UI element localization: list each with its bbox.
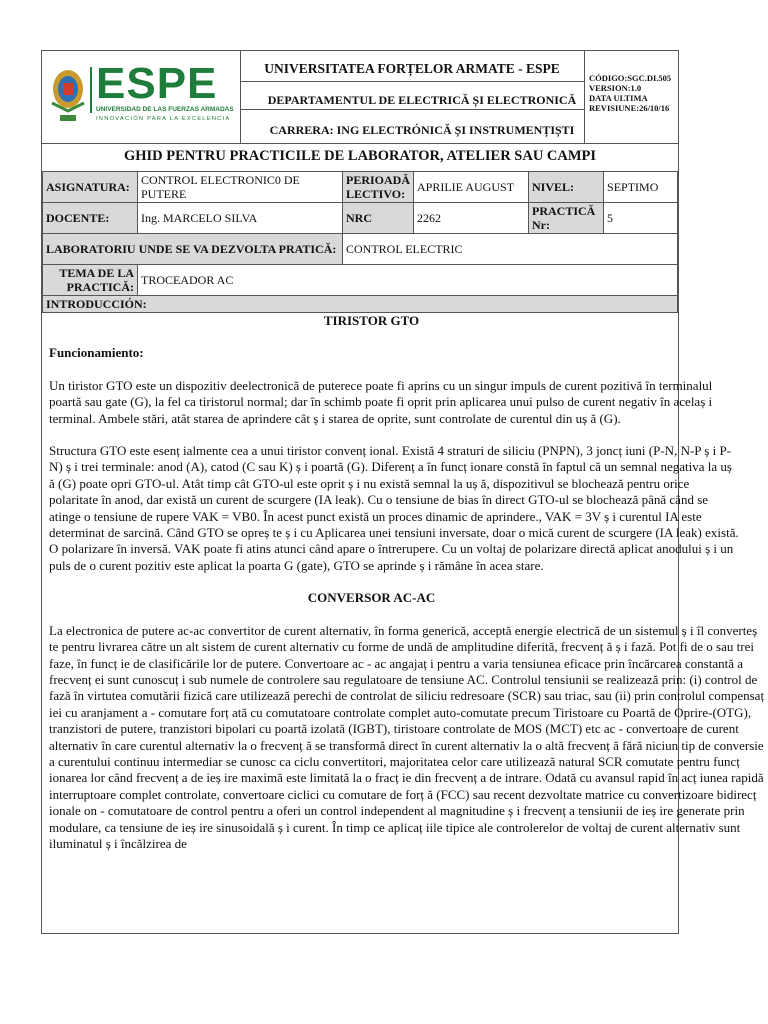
espe-logo xyxy=(46,59,236,131)
logo-brand: ESPE xyxy=(96,59,218,108)
university-name: UNIVERSITATEA FORȚELOR ARMATE - ESPE xyxy=(264,61,560,76)
docente-label: DOCENTE: xyxy=(43,203,138,234)
docente-value: Ing. MARCELO SILVA xyxy=(138,203,343,234)
nrc-value: 2262 xyxy=(414,203,529,234)
perioada-value: APRILIE AUGUST xyxy=(414,172,529,203)
logo-tagline-2: INNOVACIÓN PARA LA EXCELENCIA xyxy=(96,116,231,122)
paragraph-gto-structure: Structura GTO este esenț ialmente cea a unui tiristor convenț ional. Există 4 straturi de siliciu (PNPN), 3 joncț iuni (P-N, N-P ș i P-N) ș i trei terminale: anod (A), catod (C sau K) ș i poartă (G). Diferenț a în funcț ionare constă în faptul că un semnal negativa la uș ă (G) poate opri GTO-ul. Atât timp cât GTO-ul este oprit ș i nu există semnal la uș ă, dispozitivul se blochează pentru orice polaritate în anod, dar există un curent de scurgere (IA leak). Cu o tensiune de bias în direct GTO-ul se blochează până când se atinge o tensiune de rupere VAK = VB0. În acest punct există un proces dinamic de aprindere., VAK = 3V ș i curentul IA este determinat de sarcină. Când GTO se opreș te ș i cu Aplicarea unei tensiuni inversate, doar o mică curent de scurgere (IA leak) există. O polarizare în inversă. VAK poate fi atins atunci când apare o întrerupere. Cu un voltaj de polarizare directă aplicat anodului ș i un puls de o curent pozitiv este aplicat la poarta G (gate), GTO se aprinde ș i rămâne în acea stare. xyxy=(49,443,739,573)
document-version: VERSION:1.0 xyxy=(589,83,642,93)
paragraph-acac: La electronica de putere ac-ac convertitor de curent alternativ, în forma generică, acceptă energie electrică de un sistemul ș i îl converteș te pentru livrarea către un alt sistem de curent alternativ cu forme de undă de amplitudine diferită, frecvenț ă ș i fază. Pot fi de o sau trei faze, în funcț ie de clasificările lor de putere. Convertoare ac - ac angajaț i pentru a varia tensiunea eficace prin încărcarea constantă a frecvenț ei sunt cunoscuț i sub numele de controlere sau regulatoare de tensiune AC. Controlul tensiunii se realizează prin: (i) control de fază în virtutea comutării fizică care utilizează perechi de controlat de siliciu redresoare (SCR) sau triac, sau (ii) prin controlul compensaț iei cu aranjament a - comutare forț ată cu comutatoare controlate complet auto-comutate precum Tiristoare cu Poartă de Oprire-(OTG), tranzistori de putere, tranzistori bipolari cu poartă izolată (IGBT), tiristoare controlate de MOS (MCT) etc ac - convertoare de curent alternativ în care curentul alternativ la o frecvenț ă se transformă direct în curent alternativ la o altă frecvenț ă fără niciun tip de conversie a curentului continuu intermediar se cunosc ca ciclu convertitori, majoritatea celor care utilizează natural SCR comutate pentru funcț ionarea lor când frecvenț a de ieș ire maximă este limitată la o fracț ie din frecvenț a de intrare. Odată cu avansul rapid în acț iunea rapidă interruptoare complet controlate, convertoare ciclici cu comutare de forț ă (FCC) sau recent dezvoltate matrice cu convertizoare bidirecț ionale on - comutatoare de control pentru a oferi un control independent al magnitudine ș i frecvenț a tensiunii de ieș ire generate prin modulare, ca tensiune de ieș ire sinusoidală ș i curent. În timp ce aplicaț iile tipice ale controlerelor de voltaj de curent alternativ sunt iluminatul ș i încălzirea de xyxy=(49,622,765,851)
department-name: DEPARTAMENTUL DE ELECTRICĂ ȘI ELECTRONICĂ xyxy=(267,93,577,107)
asignatura-value: CONTROL ELECTRONIC0 DE PUTERE xyxy=(138,172,343,203)
practica-value: 5 xyxy=(604,203,678,234)
nrc-label: NRC xyxy=(343,203,414,234)
lab-value: CONTROL ELECTRIC xyxy=(343,234,678,265)
asignatura-label: ASIGNATURA: xyxy=(43,172,138,203)
document-date-label: DATA ULTIMA xyxy=(589,93,648,103)
document-body xyxy=(49,313,768,852)
paragraph-gto-intro: Un tiristor GTO este un dispozitiv deelectronică de puterece poate fi aprins cu un singur impuls de curent pozitivă în terminalul poartă sau gate (G), la fel ca tiristorul normal; dar în schimb poate fi oprit prin aplicarea unui pulso de curent negativ în acelaș i terminal. Ambele stări, atât starea de aprindere cât ș i starea de oprite, sunt controlate de curentul din uș ă (G). xyxy=(49,377,713,426)
course-info-table xyxy=(42,171,678,313)
section-title-gto: TIRISTOR GTO xyxy=(323,313,420,328)
document-page xyxy=(41,50,765,934)
perioada-label: PERIOADĂ LECTIVO: xyxy=(343,172,414,203)
document-code-box xyxy=(584,51,679,143)
practica-label: PRACTICĂ Nr: xyxy=(529,203,604,234)
nivel-label: NIVEL: xyxy=(529,172,604,203)
tema-value: TROCEADOR AC xyxy=(138,265,678,296)
lab-label: LABORATORIU UNDE SE VA DEZVOLTA PRATICĂ: xyxy=(43,234,343,265)
document-header xyxy=(42,51,678,144)
intro-label: INTRODUCCIÓN: xyxy=(43,296,678,313)
header-divider xyxy=(241,81,584,82)
tema-label: TEMA DE LA PRACTICĂ: xyxy=(43,265,138,296)
header-divider xyxy=(241,109,584,110)
section-title-acac: CONVERSOR AC-AC xyxy=(307,590,436,606)
logo-divider xyxy=(240,51,241,143)
guide-title: GHID PENTRU PRACTICILE DE LABORATOR, ATELIER SAU CAMPI xyxy=(42,143,678,172)
document-revision: REVISIUNE:26/10/16 xyxy=(589,103,670,113)
document-code: CÓDIGO:SGC.DI.505 xyxy=(589,73,672,83)
logo-tagline-1: UNIVERSIDAD DE LAS FUERZAS ARMADAS xyxy=(96,106,234,113)
nivel-value: SEPTIMO xyxy=(604,172,678,203)
carrera-name: CARRERA: ING ELECTRÓNICĂ ȘI INSTRUMENȚIȘTI xyxy=(269,123,575,137)
subheading-funcionamiento: Funcionamiento: xyxy=(49,345,144,361)
